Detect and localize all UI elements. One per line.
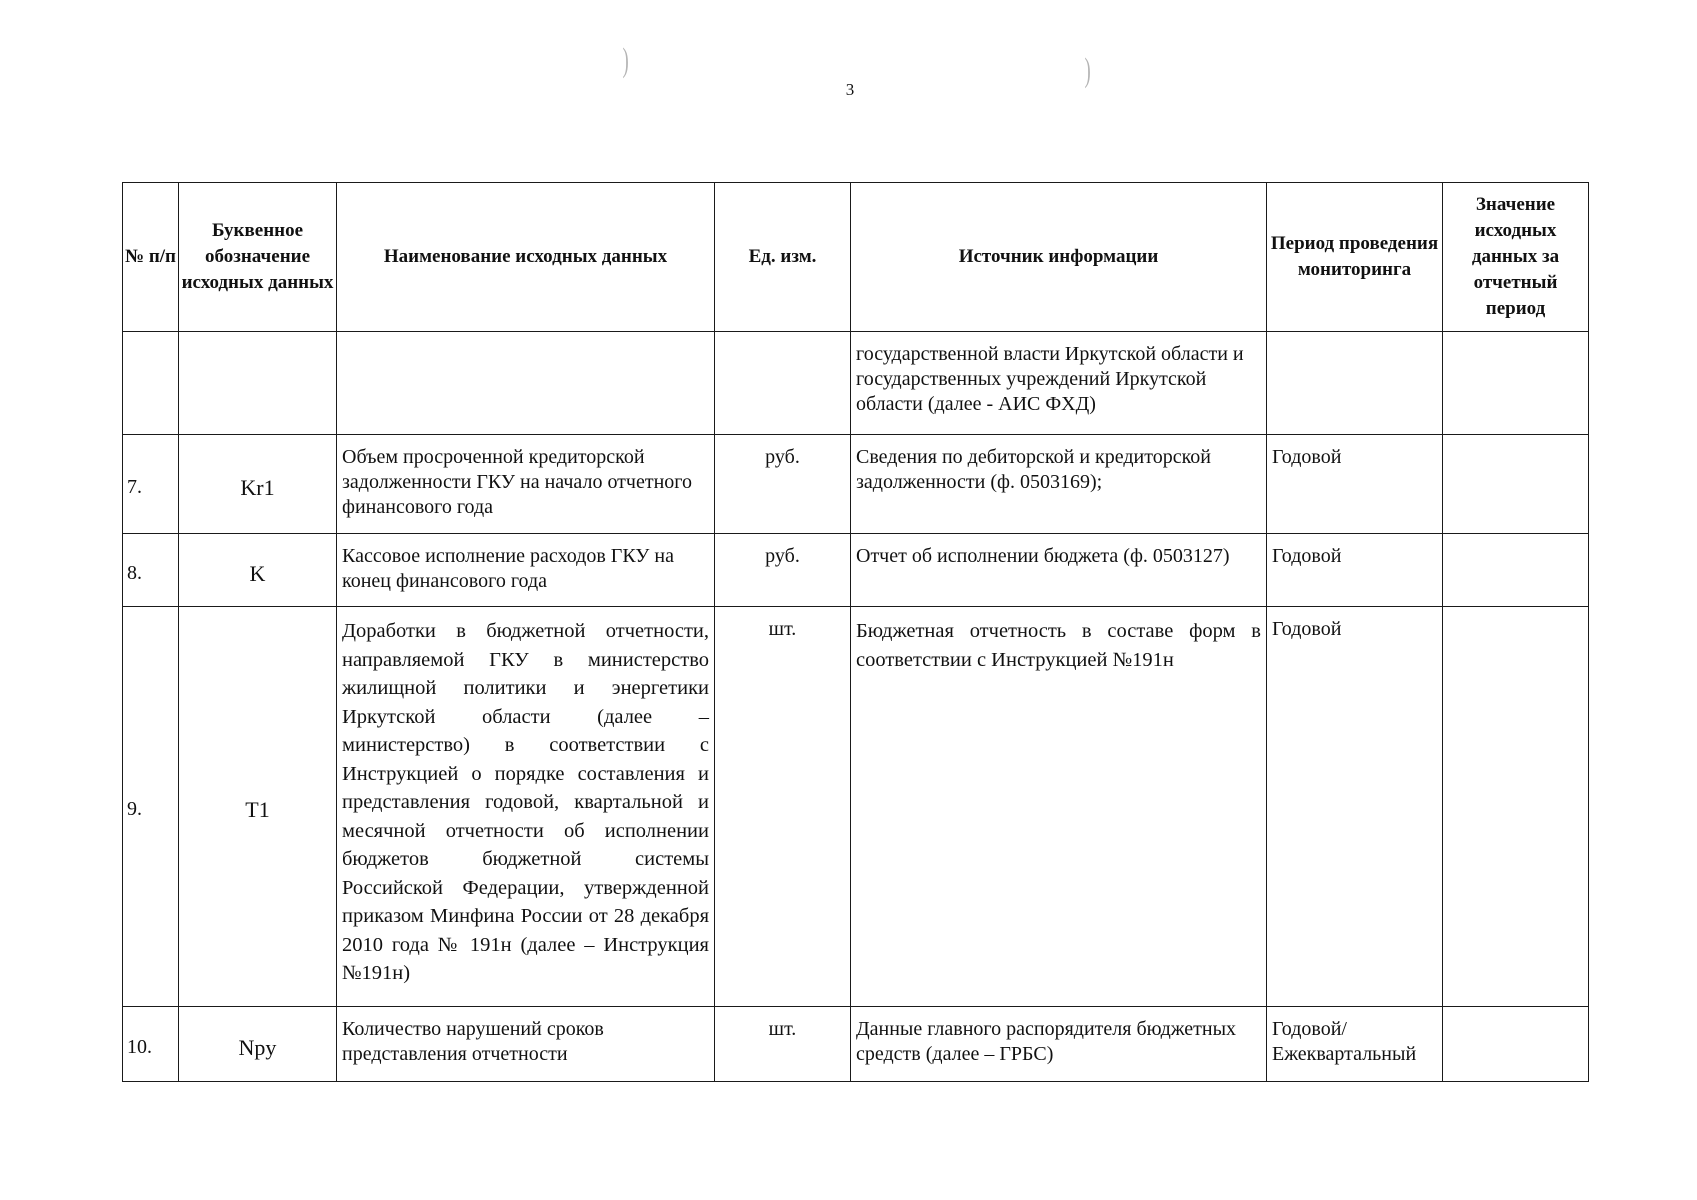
cell-num — [123, 332, 179, 435]
cell-unit: руб. — [715, 435, 851, 534]
cell-name — [337, 332, 715, 435]
cell-name: Кассовое исполнение расходов ГКУ на конец финансового года — [337, 534, 715, 607]
cell-unit: шт. — [715, 1007, 851, 1082]
cell-name: Объем просроченной кредиторской задолженности ГКУ на начало отчетного финансового года — [337, 435, 715, 534]
header-unit: Ед. изм. — [715, 183, 851, 332]
cell-name: Доработки в бюджетной отчетности, направляемой ГКУ в министерство жилищной политики и энергетики Иркутской области (далее – министерство) в соответствии с Инструкцией о порядке составления и представления годовой, квартальной и месячной отчетности об исполнении бюджетов бюджетной системы Российской Федерации, утвержденной приказом Минфина России от 28 декабря 2010 года № 191н (далее – Инструкция №191н) — [337, 607, 715, 1007]
cell-unit: руб. — [715, 534, 851, 607]
cell-code: Kr1 — [179, 435, 337, 534]
cell-source: Отчет об исполнении бюджета (ф. 0503127) — [851, 534, 1267, 607]
cell-code: Npy — [179, 1007, 337, 1082]
cell-source: Бюджетная отчетность в составе форм в соответствии с Инструкцией №191н — [851, 607, 1267, 1007]
cell-value — [1443, 332, 1589, 435]
cell-source: государственной власти Иркутской области и государственных учреждений Иркутской области (далее - АИС ФХД) — [851, 332, 1267, 435]
cell-unit: шт. — [715, 607, 851, 1007]
cell-name: Количество нарушений сроков представления отчетности — [337, 1007, 715, 1082]
cell-code: T1 — [179, 607, 337, 1007]
cell-source: Сведения по дебиторской и кредиторской задолженности (ф. 0503169); — [851, 435, 1267, 534]
cell-period: Годовой/ Ежеквартальный — [1267, 1007, 1443, 1082]
cell-value — [1443, 1007, 1589, 1082]
cell-value — [1443, 435, 1589, 534]
cell-code — [179, 332, 337, 435]
table-row — [123, 607, 1589, 1007]
cell-num: 9. — [123, 607, 179, 1007]
table-row — [123, 1007, 1589, 1082]
cell-period — [1267, 332, 1443, 435]
cell-num: 7. — [123, 435, 179, 534]
cell-source: Данные главного распорядителя бюджетных средств (далее – ГРБС) — [851, 1007, 1267, 1082]
cell-num: 8. — [123, 534, 179, 607]
table-row — [123, 332, 1589, 435]
scan-mark-right: ) — [1084, 52, 1091, 89]
header-row — [123, 183, 1589, 332]
header-value: Значение исходных данных за отчетный период — [1443, 183, 1589, 332]
cell-period: Годовой — [1267, 607, 1443, 1007]
table-row — [123, 435, 1589, 534]
cell-num: 10. — [123, 1007, 179, 1082]
cell-period: Годовой — [1267, 534, 1443, 607]
table-row — [123, 534, 1589, 607]
scan-mark-left: ) — [622, 42, 629, 79]
header-period: Период проведения мониторинга — [1267, 183, 1443, 332]
cell-value — [1443, 534, 1589, 607]
cell-value — [1443, 607, 1589, 1007]
header-code: Буквенное обозначение исходных данных — [179, 183, 337, 332]
cell-unit — [715, 332, 851, 435]
header-source: Источник информации — [851, 183, 1267, 332]
source-data-table — [122, 182, 1589, 1082]
header-num: № п/п — [123, 183, 179, 332]
page-number: 3 — [845, 80, 855, 99]
cell-code: K — [179, 534, 337, 607]
header-name: Наименование исходных данных — [337, 183, 715, 332]
cell-period: Годовой — [1267, 435, 1443, 534]
